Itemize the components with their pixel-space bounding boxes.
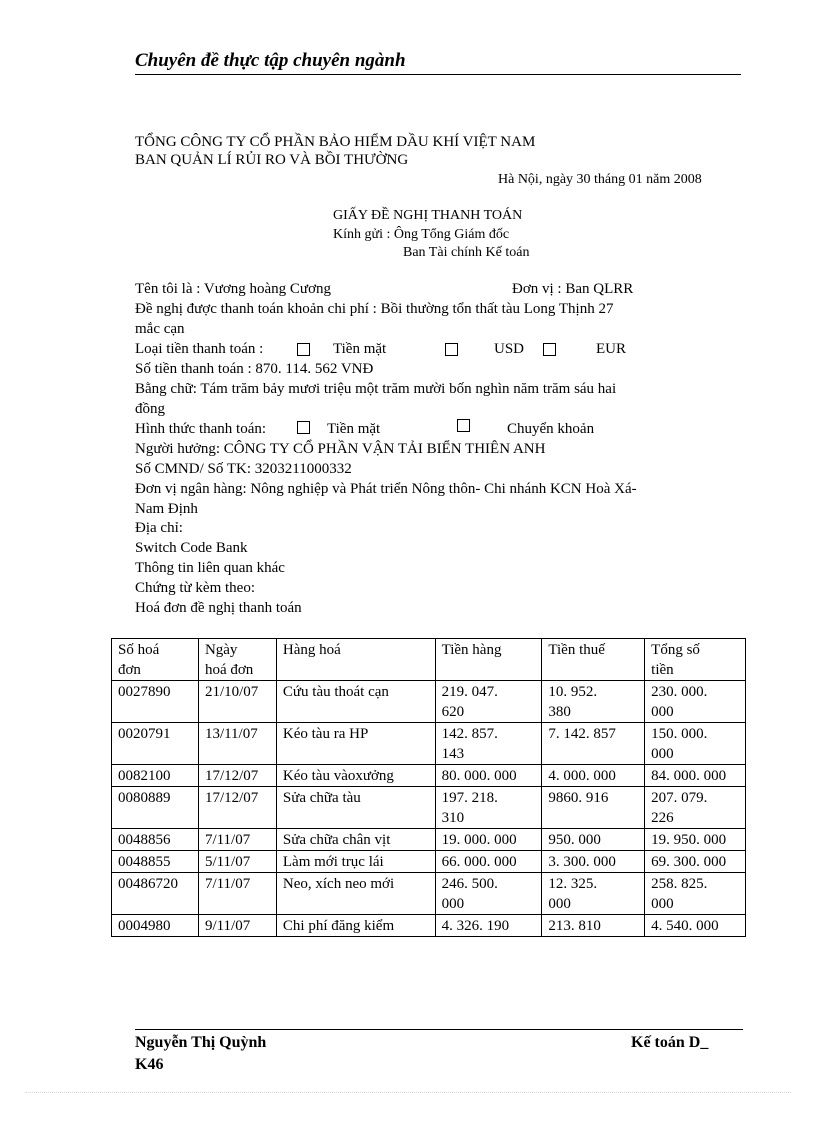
cell-text: 21/10/07 xyxy=(204,684,259,700)
table-cell xyxy=(542,787,645,829)
cell-text: Số hoá xyxy=(118,642,160,658)
cell-text: 000 xyxy=(548,896,571,912)
table-cell xyxy=(435,765,542,787)
cell-text: 9/11/07 xyxy=(204,918,251,934)
table-cell xyxy=(198,915,276,937)
cell-text: 10. 952. xyxy=(548,684,598,700)
cell-text: 7/11/07 xyxy=(204,832,251,848)
footer-author: Nguyễn Thị Quỳnh xyxy=(135,1034,267,1051)
cell-text: 9860. 916 xyxy=(548,790,609,806)
table-cell xyxy=(276,681,435,723)
cell-text: Tổng số xyxy=(651,642,700,658)
attachments-label: Chứng từ kèm theo: xyxy=(135,580,255,596)
table-cell xyxy=(112,681,199,723)
cell-text: 258. 825. xyxy=(651,876,708,892)
method-transfer-checkbox[interactable] xyxy=(457,419,470,432)
cell-text: 4. 326. 190 xyxy=(441,918,510,934)
table-cell xyxy=(276,851,435,873)
table-cell xyxy=(435,787,542,829)
table-row xyxy=(112,915,746,937)
table-cell xyxy=(542,915,645,937)
table-header-cell xyxy=(112,639,199,681)
table-cell xyxy=(198,787,276,829)
table-cell xyxy=(198,851,276,873)
table-cell xyxy=(645,915,746,937)
cell-text: Tiền hàng xyxy=(441,642,502,658)
cell-text: 000 xyxy=(651,704,674,720)
cell-text: 226 xyxy=(651,810,674,826)
table-cell xyxy=(198,873,276,915)
table-cell xyxy=(112,787,199,829)
table-cell xyxy=(645,723,746,765)
cell-text: 19. 000. 000 xyxy=(441,832,517,848)
cell-text: 0004980 xyxy=(118,918,171,934)
cell-text: 143 xyxy=(441,746,465,762)
table-cell xyxy=(435,723,542,765)
currency-row xyxy=(135,341,263,358)
cell-text: 000 xyxy=(651,896,674,912)
cell-text: 230. 000. xyxy=(651,684,708,700)
table-cell xyxy=(198,765,276,787)
table-cell xyxy=(542,681,645,723)
table-header-row xyxy=(112,639,746,681)
table-row xyxy=(112,873,746,915)
table-cell xyxy=(198,681,276,723)
currency-usd-label: USD xyxy=(494,341,525,357)
cell-text: 17/12/07 xyxy=(204,790,259,806)
table-cell xyxy=(276,873,435,915)
table-cell xyxy=(645,851,746,873)
method-cash-checkbox[interactable] xyxy=(297,421,310,434)
table-cell xyxy=(112,851,199,873)
cell-text: 000 xyxy=(441,896,465,912)
cell-text: 5/11/07 xyxy=(204,854,251,870)
cell-text: 17/12/07 xyxy=(204,768,259,784)
cell-text: 7. 142. 857 xyxy=(548,726,616,742)
cell-text: 19. 950. 000 xyxy=(651,832,727,848)
cell-text: 310 xyxy=(441,810,465,826)
requester-unit: Đơn vị : Ban QLRR xyxy=(512,281,634,297)
beneficiary: Người hưởng: CÔNG TY CỔ PHẦN VẬN TẢI BIỂN THIÊN ANH xyxy=(135,441,546,457)
table-cell xyxy=(112,765,199,787)
table-header-cell xyxy=(435,639,542,681)
cell-text: 69. 300. 000 xyxy=(651,854,727,870)
address-label: Địa chỉ: xyxy=(135,520,183,536)
currency-label: Loại tiền thanh toán : xyxy=(135,341,264,357)
header-divider xyxy=(135,74,741,75)
cell-text: 00486720 xyxy=(118,876,178,892)
payment-amount: Số tiền thanh toán : 870. 114. 562 VNĐ xyxy=(135,361,374,377)
cell-text: Chi phí đăng kiểm xyxy=(282,918,395,934)
table-header-cell xyxy=(276,639,435,681)
cell-text: Cứu tàu thoát cạn xyxy=(282,684,389,700)
method-label: Hình thức thanh toán: xyxy=(135,421,267,437)
table-cell xyxy=(542,873,645,915)
place-date: Hà Nội, ngày 30 tháng 01 năm 2008 xyxy=(498,172,702,187)
request-description-cont: mắc cạn xyxy=(135,321,185,337)
cell-text: Làm mới trục lái xyxy=(282,854,384,870)
table-cell xyxy=(276,915,435,937)
cell-text: 0020791 xyxy=(118,726,171,742)
cell-text: hoá đơn xyxy=(204,662,254,678)
cell-text: 0027890 xyxy=(118,684,171,700)
table-cell xyxy=(198,829,276,851)
account-number: Số CMND/ Số TK: 3203211000332 xyxy=(135,461,352,477)
table-cell xyxy=(198,723,276,765)
cell-text: Hàng hoá xyxy=(282,642,341,658)
table-cell xyxy=(645,829,746,851)
table-cell xyxy=(276,765,435,787)
table-cell xyxy=(435,829,542,851)
cell-text: Sửa chữa chân vịt xyxy=(282,832,391,848)
cell-text: 380 xyxy=(548,704,571,720)
recipient-line-2: Ban Tài chính Kế toán xyxy=(403,245,530,260)
table-cell xyxy=(542,723,645,765)
table-cell xyxy=(435,681,542,723)
footer-divider xyxy=(135,1029,743,1030)
cell-text: 0048855 xyxy=(118,854,171,870)
currency-eur-checkbox[interactable] xyxy=(543,343,556,356)
table-row xyxy=(112,765,746,787)
cell-text: 66. 000. 000 xyxy=(441,854,517,870)
page-header-title: Chuyên đề thực tập chuyên ngành xyxy=(135,50,406,71)
cell-text: Sửa chữa tàu xyxy=(282,790,361,806)
cell-text: 207. 079. xyxy=(651,790,708,806)
document-title: GIẤY ĐỀ NGHỊ THANH TOÁN xyxy=(333,208,523,223)
amount-in-words: Bằng chữ: Tám trăm bảy mươi triệu một trăm mười bốn nghìn năm trăm sáu hai xyxy=(135,381,617,397)
currency-cash-label: Tiền mặt xyxy=(333,341,387,357)
cell-text: 142. 857. xyxy=(441,726,498,742)
cell-text: 620 xyxy=(441,704,465,720)
company-name: TỔNG CÔNG TY CỔ PHẦN BẢO HIỂM DẦU KHÍ VIỆT NAM xyxy=(135,134,536,150)
table-cell xyxy=(645,787,746,829)
currency-eur-label: EUR xyxy=(596,341,626,357)
table-row xyxy=(112,829,746,851)
table-cell xyxy=(112,723,199,765)
cell-text: 13/11/07 xyxy=(204,726,258,742)
cell-text: Neo, xích neo mới xyxy=(282,876,395,892)
table-row xyxy=(112,681,746,723)
page-bottom-dotted-line xyxy=(25,1092,791,1093)
other-info: Thông tin liên quan khác xyxy=(135,560,285,576)
cell-text: 000 xyxy=(651,746,674,762)
invoice-label: Hoá đơn đề nghị thanh toán xyxy=(135,600,302,616)
table-row xyxy=(112,723,746,765)
cell-text: 3. 300. 000 xyxy=(548,854,616,870)
recipient-line-1: Kính gửi : Ông Tổng Giám đốc xyxy=(333,227,510,242)
table-cell xyxy=(276,829,435,851)
method-cash-label: Tiền mặt xyxy=(327,421,381,437)
table-cell xyxy=(276,787,435,829)
cell-text: 246. 500. xyxy=(441,876,498,892)
amount-in-words-cont: đồng xyxy=(135,401,165,417)
bank-name: Đơn vị ngân hàng: Nông nghiệp và Phát triển Nông thôn- Chi nhánh KCN Hoà Xá- xyxy=(135,481,637,497)
table-cell xyxy=(645,765,746,787)
requester-name: Tên tôi là : Vương hoàng Cương xyxy=(135,281,331,297)
table-cell xyxy=(112,829,199,851)
currency-cash-checkbox[interactable] xyxy=(297,343,310,356)
footer-course: Kế toán D_ xyxy=(631,1034,709,1051)
cell-text: đơn xyxy=(118,662,141,678)
cell-text: tiền xyxy=(651,662,674,678)
table-cell xyxy=(435,873,542,915)
table-cell xyxy=(542,851,645,873)
table-row xyxy=(112,787,746,829)
bank-name-cont: Nam Định xyxy=(135,501,198,517)
cell-text: 12. 325. xyxy=(548,876,598,892)
table-cell xyxy=(542,829,645,851)
method-transfer-label: Chuyển khoản xyxy=(507,421,595,437)
table-cell xyxy=(542,765,645,787)
table-cell xyxy=(276,723,435,765)
cell-text: 219. 047. xyxy=(441,684,498,700)
invoice-table xyxy=(111,638,746,937)
table-header-cell xyxy=(645,639,746,681)
table-cell xyxy=(435,851,542,873)
cell-text: 84. 000. 000 xyxy=(651,768,727,784)
cell-text: 80. 000. 000 xyxy=(441,768,517,784)
cell-text: 4. 000. 000 xyxy=(548,768,616,784)
cell-text: Kéo tàu ra HP xyxy=(282,726,369,742)
cell-text: Kéo tàu vàoxưởng xyxy=(282,768,394,784)
switch-code: Switch Code Bank xyxy=(135,540,248,556)
table-row xyxy=(112,851,746,873)
cell-text: Tiền thuế xyxy=(548,642,605,658)
cell-text: Ngày xyxy=(204,642,238,658)
cell-text: 213. 810 xyxy=(548,918,601,934)
cell-text: 197. 218. xyxy=(441,790,498,806)
request-description: Đề nghị được thanh toán khoản chi phí : Bồi thường tổn thất tàu Long Thịnh 27 xyxy=(135,301,614,317)
table-cell xyxy=(645,873,746,915)
table-cell xyxy=(645,681,746,723)
department-name: BAN QUẢN LÍ RỦI RO VÀ BỒI THƯỜNG xyxy=(135,152,409,168)
table-header-cell xyxy=(542,639,645,681)
table-cell xyxy=(435,915,542,937)
cell-text: 150. 000. xyxy=(651,726,708,742)
cell-text: 0080889 xyxy=(118,790,171,806)
cell-text: 950. 000 xyxy=(548,832,601,848)
cell-text: 0048856 xyxy=(118,832,171,848)
currency-usd-checkbox[interactable] xyxy=(445,343,458,356)
table-cell xyxy=(112,915,199,937)
cell-text: 0082100 xyxy=(118,768,171,784)
cell-text: 7/11/07 xyxy=(204,876,251,892)
footer-class: K46 xyxy=(135,1056,164,1073)
cell-text: 4. 540. 000 xyxy=(651,918,719,934)
table-header-cell xyxy=(198,639,276,681)
table-cell xyxy=(112,873,199,915)
